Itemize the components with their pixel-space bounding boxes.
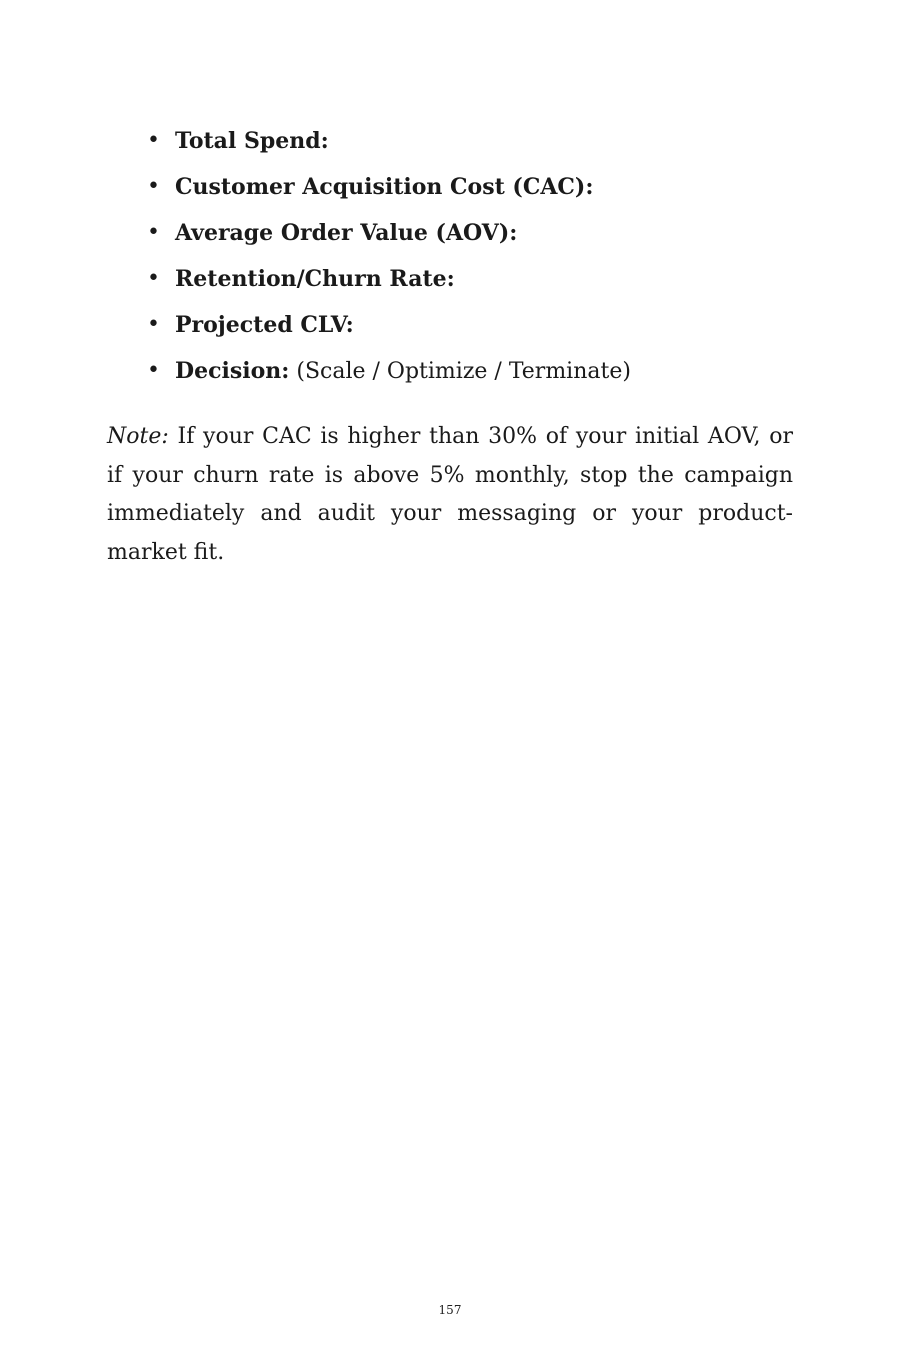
bullet-icon: • bbox=[147, 220, 160, 245]
list-item-label: Average Order Value (AOV): bbox=[175, 220, 518, 246]
bullet-icon: • bbox=[147, 174, 160, 199]
list-item bbox=[147, 256, 793, 302]
list-item bbox=[147, 164, 793, 210]
bullet-icon: • bbox=[147, 312, 160, 337]
note-paragraph bbox=[107, 418, 793, 572]
list-item bbox=[147, 210, 793, 256]
page-body bbox=[107, 118, 793, 572]
list-item-detail: (Scale / Optimize / Terminate) bbox=[296, 359, 631, 384]
list-item-label: Retention/Churn Rate: bbox=[175, 266, 455, 292]
bullet-icon: • bbox=[147, 128, 160, 153]
metrics-checklist bbox=[107, 118, 793, 394]
list-item bbox=[147, 118, 793, 164]
list-item-label: Decision: bbox=[175, 358, 290, 384]
note-text: If your CAC is higher than 30% of your initial AOV, or if your churn rate is above 5% monthly, stop the campaign immediately and audit your messaging or your product-market fit. bbox=[107, 424, 793, 565]
bullet-icon: • bbox=[147, 358, 160, 383]
page-number: 157 bbox=[438, 1303, 462, 1317]
list-item bbox=[147, 348, 793, 394]
list-item bbox=[147, 302, 793, 348]
list-item-label: Projected CLV: bbox=[175, 312, 354, 338]
list-item-label: Customer Acquisition Cost (CAC): bbox=[175, 174, 594, 200]
bullet-icon: • bbox=[147, 266, 160, 291]
list-item-label: Total Spend: bbox=[175, 128, 329, 154]
note-label: Note: bbox=[107, 424, 169, 449]
